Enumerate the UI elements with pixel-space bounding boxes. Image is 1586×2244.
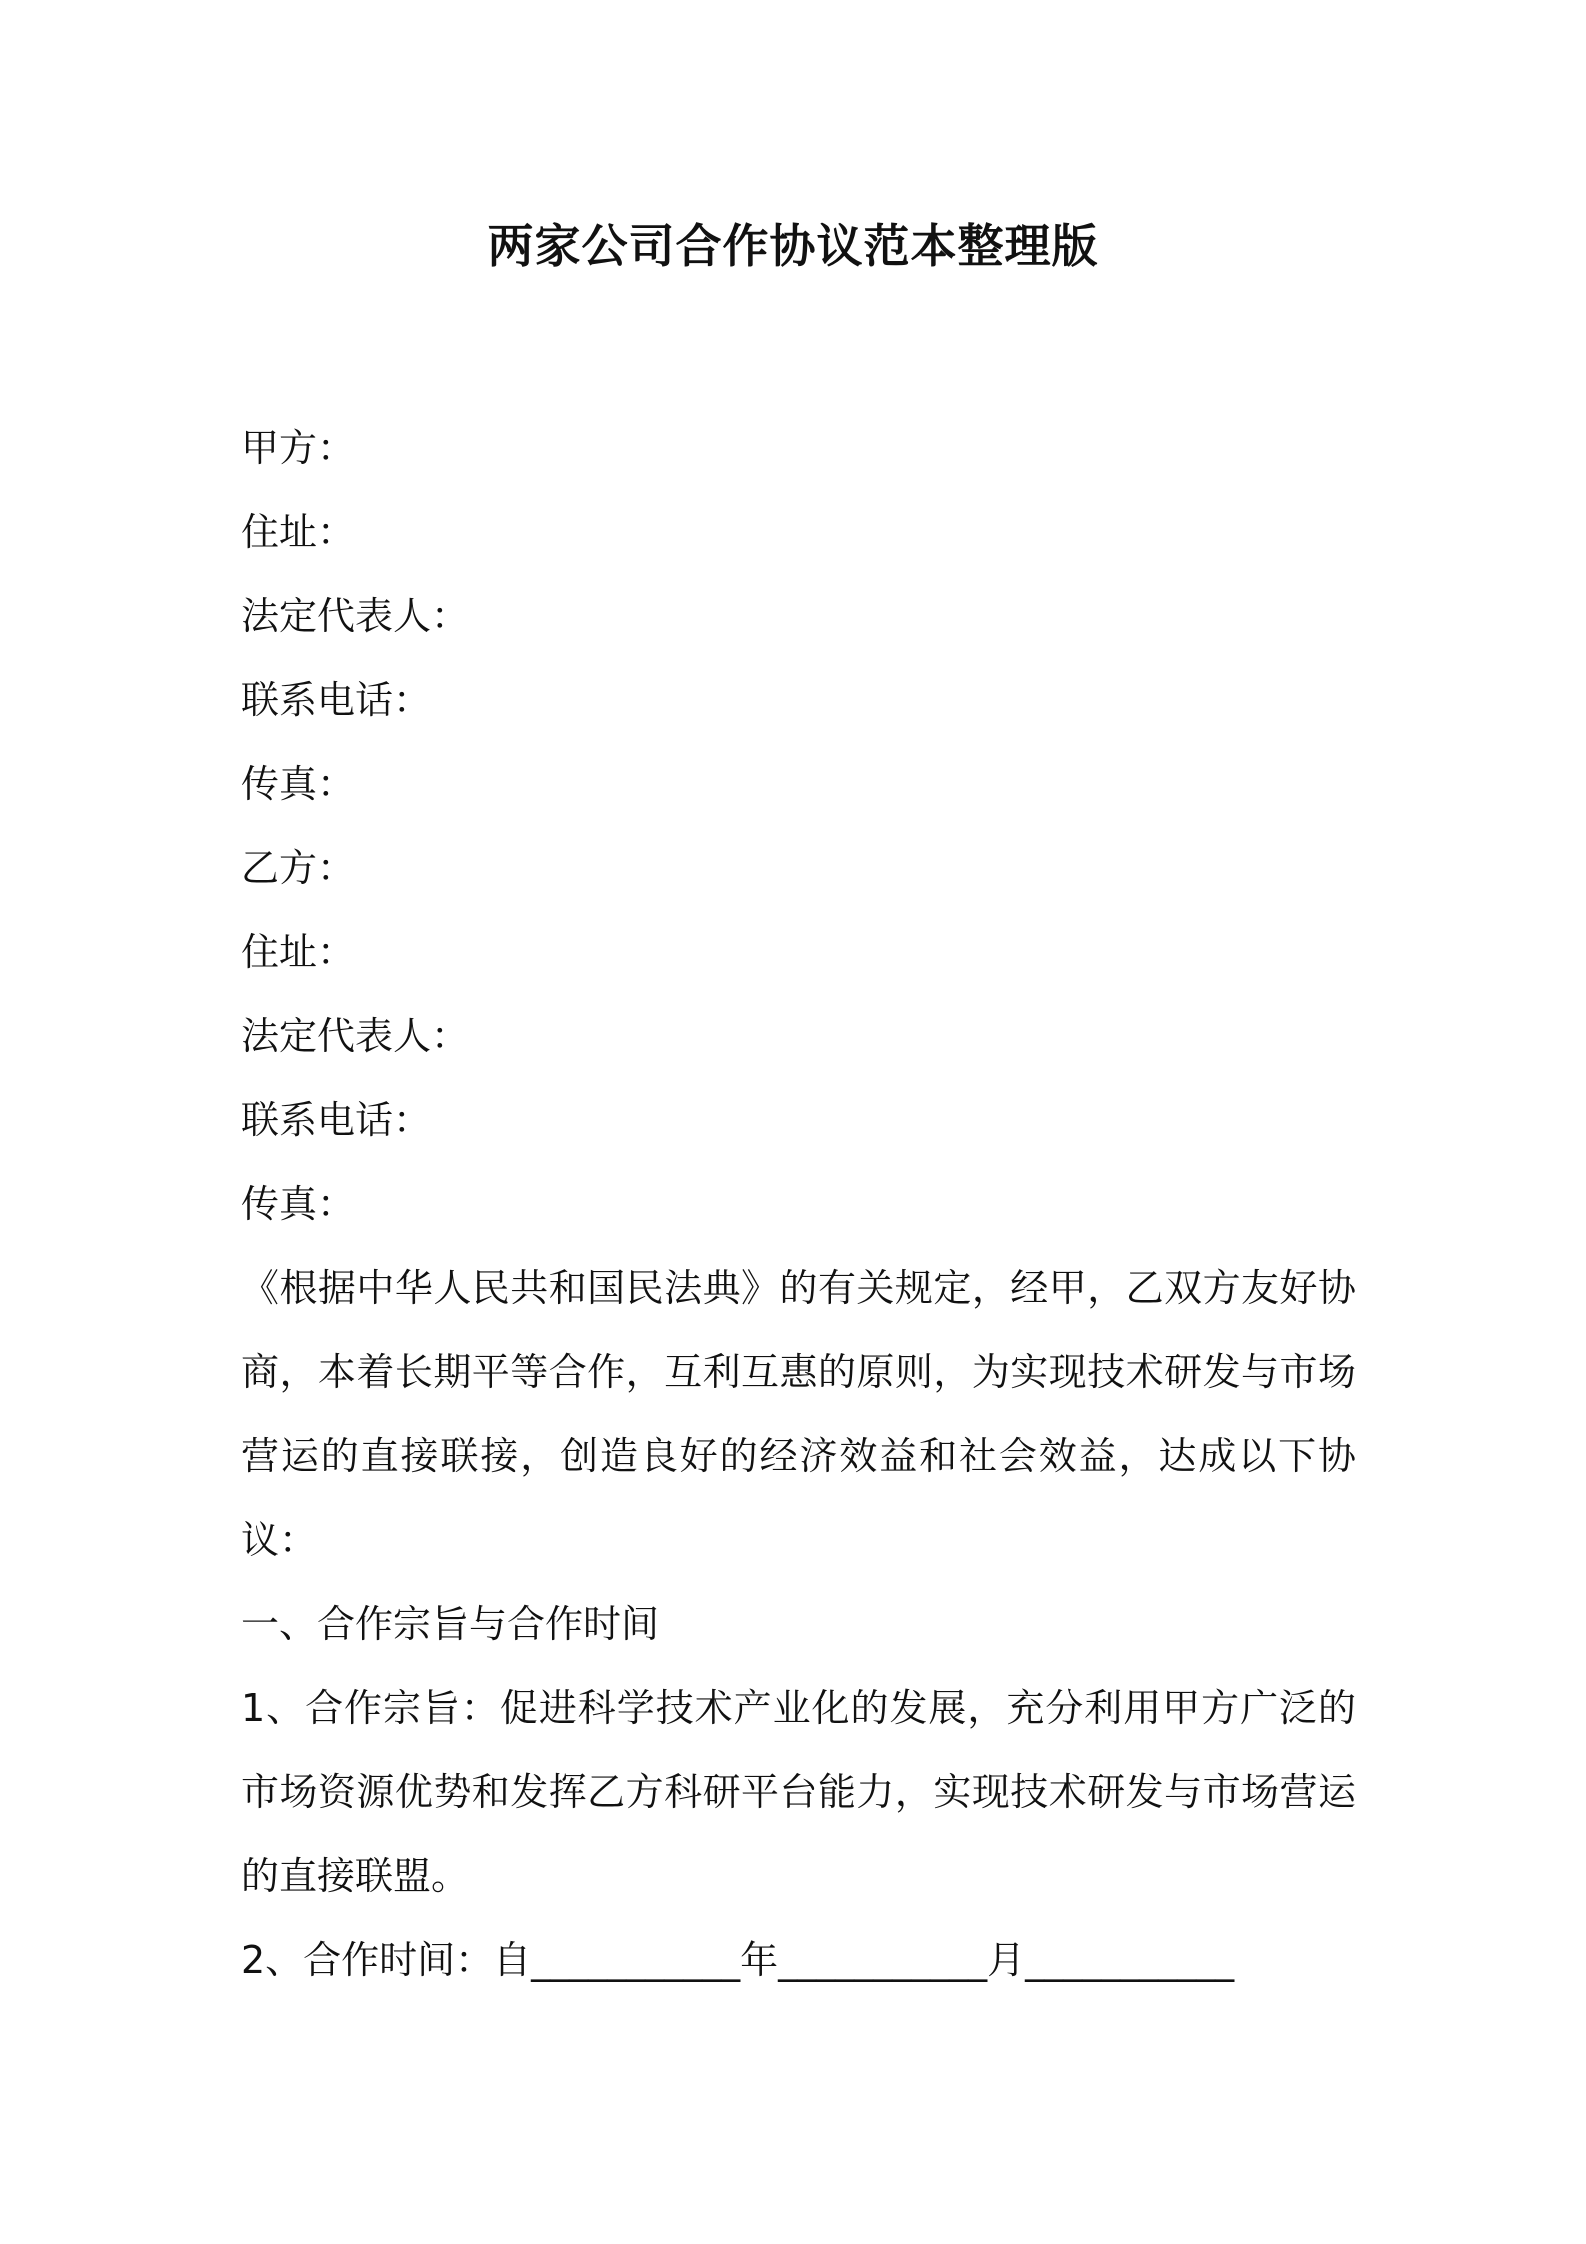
document-body	[241, 406, 1356, 2002]
document-title: 两家公司合作协议范本整理版	[487, 219, 1099, 273]
party-a-fax: 传真：	[241, 762, 356, 806]
clause-2-paragraph: 2、合作时间：自___________年___________月___________	[241, 1938, 1235, 1982]
party-b-phone: 联系电话：	[241, 1098, 432, 1142]
section-1-heading: 一、合作宗旨与合作时间	[241, 1602, 660, 1646]
party-a-label: 甲方：	[241, 426, 356, 470]
party-a-representative: 法定代表人：	[241, 594, 470, 638]
clause-1-paragraph: 1、合作宗旨：促进科学技术产业化的发展，充分利用甲方广泛的市场资源优势和发挥乙方科研平台能力，实现技术研发与市场营运的直接联盟。	[241, 1686, 1356, 1898]
party-b-representative: 法定代表人：	[241, 1014, 470, 1058]
party-b-address: 住址：	[241, 930, 356, 974]
party-b-fax: 传真：	[241, 1182, 356, 1226]
intro-paragraph: 《根据中华人民共和国民法典》的有关规定，经甲，乙双方友好协商，本着长期平等合作，互利互惠的原则，为实现技术研发与市场营运的直接联接，创造良好的经济效益和社会效益，达成以下协议：	[241, 1266, 1356, 1562]
party-b-label: 乙方：	[241, 846, 356, 890]
party-a-phone: 联系电话：	[241, 678, 432, 722]
party-a-address: 住址：	[241, 510, 356, 554]
